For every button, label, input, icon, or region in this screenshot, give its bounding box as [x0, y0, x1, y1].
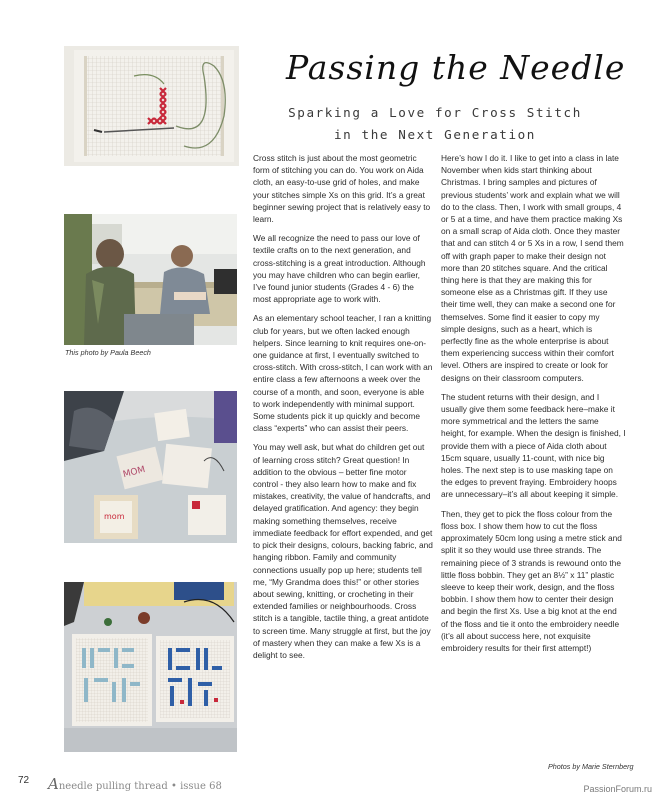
- finished-pieces-illustration: [64, 582, 237, 752]
- magazine-name: needle pulling thread: [58, 781, 168, 792]
- subtitle-line-1: Sparking a Love for Cross Stitch: [288, 105, 582, 120]
- watermark: PassionForum.ru: [583, 784, 652, 794]
- issue-number: issue 68: [180, 781, 222, 792]
- paragraph: The student returns with their design, and I usually give them some feedback here–make it more symmetrical and the letters the same height, for example. When the design is finished, I provide them with a piece of Aida cloth about 15cm square, usually 11-count, with nice big holes. The next step is to use masking tape on the edges to prevent fraying. Embroidery hoops are unnecessary–it’s all about keeping it simple.: [441, 391, 626, 500]
- footer-separator: •: [170, 781, 177, 792]
- card-text-mom: MOM: [122, 464, 147, 481]
- photo-credit-sternberg: Photos by Marie Sternberg: [548, 762, 634, 771]
- page-number: 72: [18, 775, 30, 786]
- photo-aida-cloth-needle: [64, 46, 239, 166]
- photo-finished-cross-stitch: [64, 582, 237, 752]
- photo-teacher-student: [64, 214, 237, 345]
- paragraph: You may well ask, but what do children get out of learning cross stitch? Great question! In addition to the obvious – better fine motor control - they also learn how to make and fix mistakes, creativity, the value of handcrafts, and delayed gratification. And agency: they begin making something themselves, receive immediate feedback for effort expended, and get to pick their designs, colours, backing fabric, and hanging ribbon. Family and community connections usually pop up here; students tell me, “My Grandma does this!” or other stories about sewing, knitting, or crocheting in their extended families or neighbourhoods. Cross stitch is a tangible, tactile thing, a great antidote to screen time. Many struggle at first, but the joy of mastery when they can make a few Xs is a delight to see.: [253, 442, 433, 660]
- paragraph: Then, they get to pick the floss colour from the floss box. I show them how to cut the floss approximately 50cm long using a metre stick and split it so they would use three strands. The remaining piece of 3 strands is rewound onto the little floss bobbin. They get an 8½” x 11” plastic sleeve to keep their work, design, and the floss bobbin. I show them how to center their design and begin the first Xs. Use a big knot at the end of the floss and tie it onto the embroidery needle (it’s all about success here, not exquisite embroidery results for their first attempt!): [441, 508, 622, 653]
- paragraph: As an elementary school teacher, I ran a knitting club for years, but we often lacked enough helpers. Since learning to knit requires one-on-one guidance at first, I eventually switched to cross-stitch. With cross-stitch, I can work with an entire class a few afternoons a week over the course of a month, and soon, everyone is able to work independently with minimal support. Some students pick it up quickly and become class “experts” who can assist their peers.: [253, 313, 433, 434]
- aida-cloth-illustration: [64, 46, 239, 166]
- photo-credit-beech: This photo by Paula Beech: [65, 348, 151, 357]
- paragraph: Cross stitch is just about the most geometric form of stitching you can do. You work on Aida cloth, an easy-to-use grid of holes, and make your stitches simple Xs on this grid. It’s a great beginner sewing project that is relatively easy to learn.: [253, 153, 431, 225]
- paragraph: Here’s how I do it. I like to get into a class in late November when kids start thinking about Christmas. I bring samples and pictures of previous students’ work and explain what we will do to the class. Then, I work with small groups, 4 or 5 at a time, and have them practice making Xs on a small scrap of Aida cloth. Once they master that and can stitch 4 or 5 Xs in a row, I send them off with graph paper to make their design not more than 20 stitches square. And the critical thing here is that they are making this for someone else as a Christmas gift. If they use their time well, they can make a second one for themselves. Some find it easier to copy my simple designs, such as a heart, which is perfectly fine as the whole enterprise is about them experiencing success within their comfort level. Others are inspired to create or look for designs on their classroom computers.: [441, 153, 624, 383]
- photo-students-cards: [64, 391, 237, 543]
- article-subtitle: [270, 102, 600, 146]
- subtitle-line-2: in the Next Generation: [333, 127, 536, 142]
- card-text-mom2: mom: [104, 512, 125, 521]
- cards-table-illustration: [64, 391, 237, 543]
- magazine-footer: [48, 775, 222, 793]
- body-column-right: [441, 152, 626, 661]
- body-column-left: [253, 152, 433, 668]
- classroom-illustration: [64, 214, 237, 345]
- paragraph: We all recognize the need to pass our love of textile crafts on to the next generation, and cross-stitching is a great introduction. Although you may have children who can begin earlier, I’ve found junior students (Grades 4 - 6) the most appropriate age to work with.: [253, 233, 426, 305]
- magazine-logo-initial: A: [48, 775, 59, 793]
- article-title: Passing the Needle: [286, 48, 626, 87]
